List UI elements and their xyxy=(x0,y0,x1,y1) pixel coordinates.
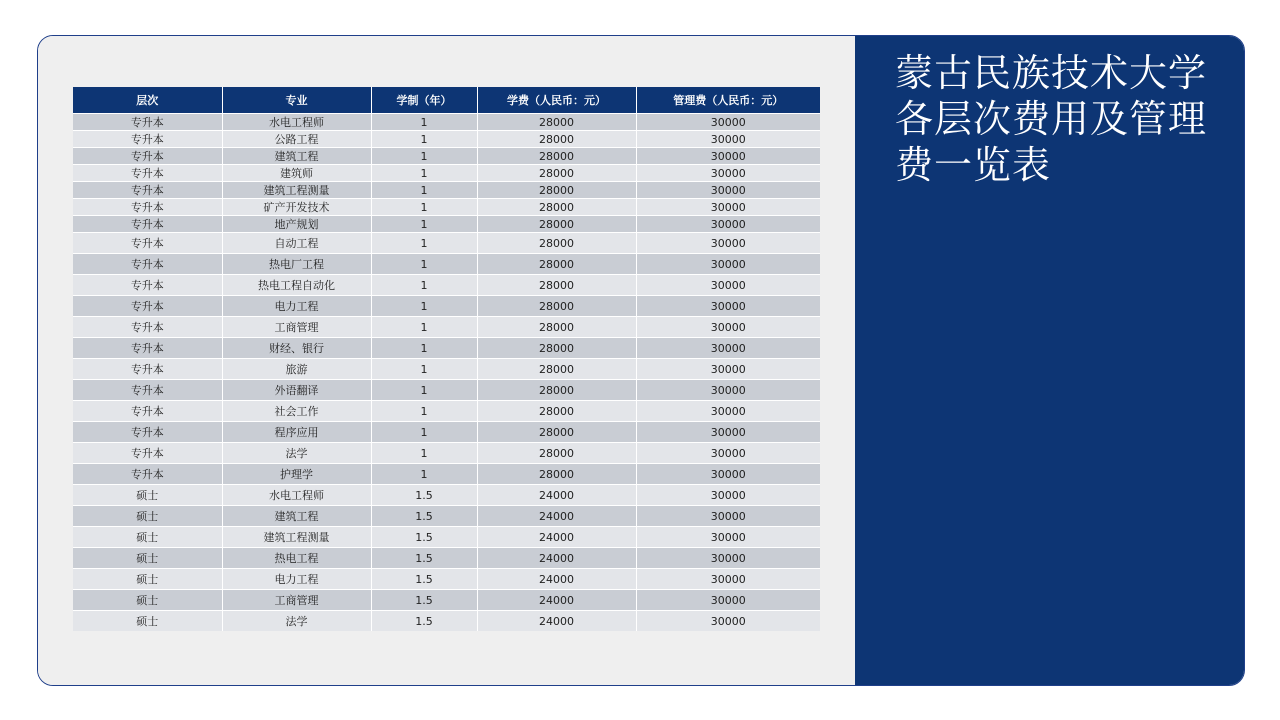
fee-table xyxy=(73,87,820,631)
cell-level: 硕士 xyxy=(73,548,222,569)
cell-management-fee: 30000 xyxy=(636,182,820,199)
cell-major: 矿产开发技术 xyxy=(222,199,371,216)
cell-duration: 1 xyxy=(371,296,477,317)
table-row xyxy=(73,380,820,401)
cell-level: 硕士 xyxy=(73,590,222,611)
cell-tuition: 24000 xyxy=(477,506,636,527)
cell-tuition: 24000 xyxy=(477,485,636,506)
title-panel xyxy=(855,36,1245,685)
table-row xyxy=(73,254,820,275)
cell-major: 建筑工程 xyxy=(222,148,371,165)
table-row xyxy=(73,464,820,485)
cell-level: 专升本 xyxy=(73,296,222,317)
table-row xyxy=(73,317,820,338)
cell-major: 建筑工程测量 xyxy=(222,527,371,548)
cell-level: 专升本 xyxy=(73,422,222,443)
cell-management-fee: 30000 xyxy=(636,443,820,464)
cell-major: 财经、银行 xyxy=(222,338,371,359)
cell-management-fee: 30000 xyxy=(636,548,820,569)
cell-management-fee: 30000 xyxy=(636,233,820,254)
content-card xyxy=(37,35,1245,686)
cell-tuition: 24000 xyxy=(477,590,636,611)
cell-major: 建筑工程 xyxy=(222,506,371,527)
cell-level: 专升本 xyxy=(73,165,222,182)
cell-management-fee: 30000 xyxy=(636,611,820,632)
cell-duration: 1 xyxy=(371,114,477,131)
cell-tuition: 24000 xyxy=(477,548,636,569)
table-row xyxy=(73,199,820,216)
cell-major: 外语翻译 xyxy=(222,380,371,401)
table-header-row xyxy=(73,87,820,114)
cell-management-fee: 30000 xyxy=(636,380,820,401)
cell-tuition: 28000 xyxy=(477,182,636,199)
cell-duration: 1 xyxy=(371,275,477,296)
cell-duration: 1 xyxy=(371,131,477,148)
cell-duration: 1.5 xyxy=(371,569,477,590)
cell-duration: 1 xyxy=(371,401,477,422)
cell-tuition: 28000 xyxy=(477,359,636,380)
cell-major: 社会工作 xyxy=(222,401,371,422)
cell-tuition: 28000 xyxy=(477,114,636,131)
cell-major: 旅游 xyxy=(222,359,371,380)
cell-major: 法学 xyxy=(222,611,371,632)
cell-duration: 1 xyxy=(371,443,477,464)
cell-duration: 1 xyxy=(371,216,477,233)
cell-major: 法学 xyxy=(222,443,371,464)
cell-major: 热电厂工程 xyxy=(222,254,371,275)
cell-level: 专升本 xyxy=(73,199,222,216)
table-row xyxy=(73,443,820,464)
table-body xyxy=(73,114,820,632)
cell-duration: 1.5 xyxy=(371,611,477,632)
cell-level: 专升本 xyxy=(73,380,222,401)
cell-duration: 1.5 xyxy=(371,548,477,569)
cell-level: 专升本 xyxy=(73,148,222,165)
cell-major: 电力工程 xyxy=(222,296,371,317)
cell-management-fee: 30000 xyxy=(636,165,820,182)
cell-management-fee: 30000 xyxy=(636,485,820,506)
table-row xyxy=(73,114,820,131)
cell-level: 专升本 xyxy=(73,443,222,464)
cell-level: 专升本 xyxy=(73,338,222,359)
cell-tuition: 28000 xyxy=(477,216,636,233)
cell-level: 专升本 xyxy=(73,131,222,148)
cell-management-fee: 30000 xyxy=(636,506,820,527)
cell-level: 专升本 xyxy=(73,233,222,254)
header-tuition: 学费（人民币：元） xyxy=(477,87,636,114)
table-row xyxy=(73,548,820,569)
cell-tuition: 28000 xyxy=(477,131,636,148)
cell-tuition: 28000 xyxy=(477,443,636,464)
cell-level: 专升本 xyxy=(73,114,222,131)
cell-management-fee: 30000 xyxy=(636,114,820,131)
cell-tuition: 28000 xyxy=(477,401,636,422)
table-row xyxy=(73,338,820,359)
cell-tuition: 28000 xyxy=(477,317,636,338)
cell-tuition: 28000 xyxy=(477,422,636,443)
cell-major: 工商管理 xyxy=(222,317,371,338)
cell-duration: 1 xyxy=(371,338,477,359)
cell-major: 地产规划 xyxy=(222,216,371,233)
cell-duration: 1 xyxy=(371,148,477,165)
page-title: 蒙古民族技术大学各层次费用及管理费一览表 xyxy=(895,51,1208,187)
cell-duration: 1.5 xyxy=(371,590,477,611)
cell-major: 自动工程 xyxy=(222,233,371,254)
header-duration: 学制（年） xyxy=(371,87,477,114)
cell-level: 专升本 xyxy=(73,464,222,485)
cell-duration: 1.5 xyxy=(371,527,477,548)
cell-major: 工商管理 xyxy=(222,590,371,611)
cell-management-fee: 30000 xyxy=(636,401,820,422)
cell-management-fee: 30000 xyxy=(636,199,820,216)
cell-tuition: 28000 xyxy=(477,165,636,182)
table-row xyxy=(73,590,820,611)
cell-tuition: 28000 xyxy=(477,254,636,275)
cell-major: 护理学 xyxy=(222,464,371,485)
cell-level: 专升本 xyxy=(73,182,222,199)
cell-management-fee: 30000 xyxy=(636,254,820,275)
cell-major: 水电工程师 xyxy=(222,485,371,506)
cell-duration: 1 xyxy=(371,165,477,182)
cell-tuition: 28000 xyxy=(477,233,636,254)
cell-tuition: 28000 xyxy=(477,199,636,216)
table-row xyxy=(73,131,820,148)
table-row xyxy=(73,148,820,165)
cell-management-fee: 30000 xyxy=(636,359,820,380)
cell-major: 建筑师 xyxy=(222,165,371,182)
table-row xyxy=(73,216,820,233)
table-row xyxy=(73,506,820,527)
cell-tuition: 24000 xyxy=(477,611,636,632)
table-row xyxy=(73,182,820,199)
cell-tuition: 28000 xyxy=(477,296,636,317)
cell-level: 专升本 xyxy=(73,401,222,422)
cell-duration: 1 xyxy=(371,182,477,199)
cell-duration: 1 xyxy=(371,422,477,443)
cell-duration: 1 xyxy=(371,464,477,485)
cell-management-fee: 30000 xyxy=(636,527,820,548)
table-panel xyxy=(38,36,855,685)
cell-management-fee: 30000 xyxy=(636,464,820,485)
cell-major: 水电工程师 xyxy=(222,114,371,131)
table-row xyxy=(73,611,820,632)
cell-level: 专升本 xyxy=(73,359,222,380)
cell-level: 专升本 xyxy=(73,275,222,296)
cell-management-fee: 30000 xyxy=(636,216,820,233)
cell-major: 公路工程 xyxy=(222,131,371,148)
cell-level: 专升本 xyxy=(73,254,222,275)
cell-duration: 1 xyxy=(371,254,477,275)
header-level: 层次 xyxy=(73,87,222,114)
cell-tuition: 24000 xyxy=(477,569,636,590)
cell-tuition: 28000 xyxy=(477,464,636,485)
cell-tuition: 24000 xyxy=(477,527,636,548)
cell-management-fee: 30000 xyxy=(636,590,820,611)
cell-level: 硕士 xyxy=(73,506,222,527)
cell-duration: 1 xyxy=(371,380,477,401)
cell-tuition: 28000 xyxy=(477,275,636,296)
table-row xyxy=(73,165,820,182)
cell-management-fee: 30000 xyxy=(636,569,820,590)
cell-management-fee: 30000 xyxy=(636,275,820,296)
cell-management-fee: 30000 xyxy=(636,296,820,317)
table-row xyxy=(73,485,820,506)
cell-management-fee: 30000 xyxy=(636,338,820,359)
header-management-fee: 管理费（人民币：元） xyxy=(636,87,820,114)
cell-level: 硕士 xyxy=(73,527,222,548)
cell-major: 热电工程 xyxy=(222,548,371,569)
cell-duration: 1 xyxy=(371,233,477,254)
cell-level: 专升本 xyxy=(73,317,222,338)
table-row xyxy=(73,275,820,296)
cell-duration: 1.5 xyxy=(371,506,477,527)
cell-major: 电力工程 xyxy=(222,569,371,590)
cell-tuition: 28000 xyxy=(477,380,636,401)
cell-major: 建筑工程测量 xyxy=(222,182,371,199)
table-row xyxy=(73,359,820,380)
cell-management-fee: 30000 xyxy=(636,422,820,443)
cell-major: 热电工程自动化 xyxy=(222,275,371,296)
table-row xyxy=(73,527,820,548)
cell-management-fee: 30000 xyxy=(636,317,820,338)
cell-level: 硕士 xyxy=(73,569,222,590)
cell-duration: 1 xyxy=(371,359,477,380)
cell-tuition: 28000 xyxy=(477,338,636,359)
cell-management-fee: 30000 xyxy=(636,148,820,165)
cell-major: 程序应用 xyxy=(222,422,371,443)
cell-duration: 1.5 xyxy=(371,485,477,506)
cell-level: 硕士 xyxy=(73,611,222,632)
cell-level: 专升本 xyxy=(73,216,222,233)
table-row xyxy=(73,233,820,254)
cell-tuition: 28000 xyxy=(477,148,636,165)
table-row xyxy=(73,296,820,317)
cell-level: 硕士 xyxy=(73,485,222,506)
cell-management-fee: 30000 xyxy=(636,131,820,148)
cell-duration: 1 xyxy=(371,317,477,338)
cell-duration: 1 xyxy=(371,199,477,216)
table-row xyxy=(73,422,820,443)
table-row xyxy=(73,401,820,422)
table-row xyxy=(73,569,820,590)
header-major: 专业 xyxy=(222,87,371,114)
